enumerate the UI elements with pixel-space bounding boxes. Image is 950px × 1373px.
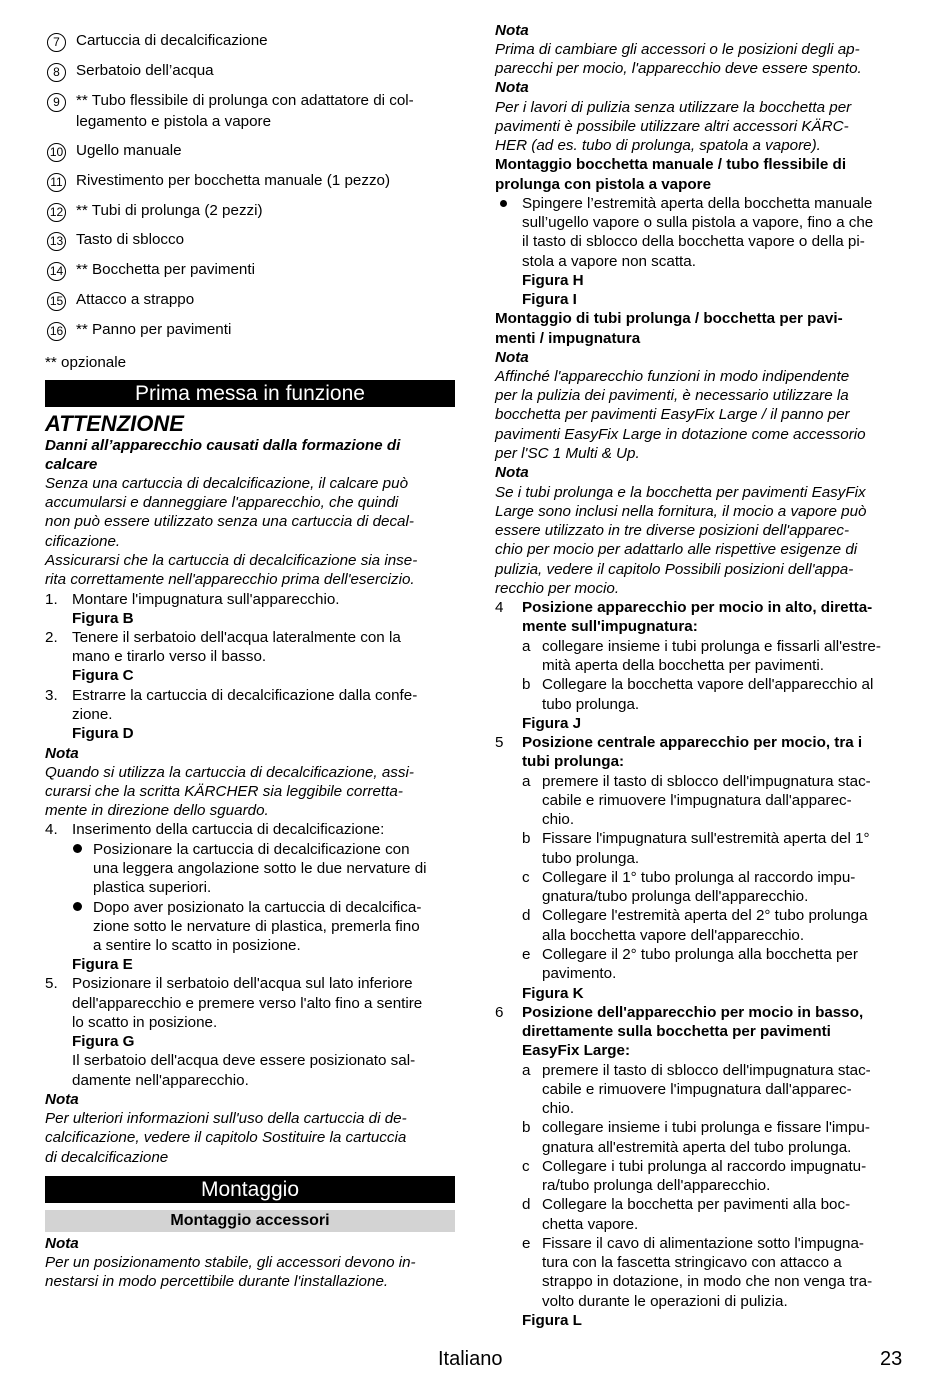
- note-text: parecchi per mocio, l'apparecchio deve essere spento.: [495, 60, 862, 77]
- step-number: 4: [495, 599, 504, 616]
- sub-step-text: gnatura all'estremità aperta del tubo prolunga.: [542, 1139, 852, 1156]
- warning-heading: calcare: [45, 456, 98, 473]
- figure-ref: Figura L: [522, 1312, 582, 1329]
- figure-ref: Figura B: [72, 610, 134, 627]
- bullet-text: stola a vapore non scatta.: [522, 253, 696, 270]
- note-text: Per ulteriori informazioni sull'uso della cartuccia di de-: [45, 1110, 407, 1127]
- sub-step-text: collegare insieme i tubi prolunga e fissare l'impu-: [542, 1119, 870, 1136]
- sub-step-text: tubo prolunga.: [542, 850, 640, 867]
- note-text: chio per mocio per adattarlo alle rispettive esigenze di: [495, 541, 858, 558]
- note-label: Nota: [495, 22, 529, 39]
- sub-step-letter: c: [522, 1158, 530, 1175]
- item-number-badge: 13: [47, 232, 66, 251]
- subsection-heading: Montaggio accessori: [45, 1210, 455, 1232]
- item-number-badge: 7: [47, 33, 66, 52]
- sub-step-text: cabile e rimuovere l'impugnatura dall'apparec-: [542, 1081, 852, 1098]
- sub-step-letter: e: [522, 946, 531, 963]
- note-label: Nota: [45, 745, 79, 762]
- list-item: Attacco a strappo: [76, 291, 195, 308]
- step-text: lo scatto in posizione.: [72, 1014, 218, 1031]
- sub-step-text: volto durante le operazioni di pulizia.: [542, 1293, 788, 1310]
- note-text: bocchetta per pavimenti EasyFix Large / il panno per: [495, 406, 850, 423]
- list-item: Tasto di sblocco: [76, 231, 185, 248]
- subheading: Montaggio bocchetta manuale / tubo flessibile di: [495, 156, 847, 173]
- subheading: prolunga con pistola a vapore: [495, 176, 712, 193]
- list-item: Ugello manuale: [76, 142, 182, 159]
- note-text: pavimenti è possibile utilizzare altri accessori KÄRC-: [495, 118, 849, 135]
- item-number-badge: 10: [47, 143, 66, 162]
- note-text: Per i lavori di pulizia senza utilizzare la bocchetta per: [495, 99, 852, 116]
- item-number-badge: 8: [47, 63, 66, 82]
- note-text: per la pulizia dei pavimenti, è necessario utilizzare la: [495, 387, 849, 404]
- sub-step-text: Collegare il 1° tubo prolunga al raccordo impu-: [542, 869, 856, 886]
- note-text: Large sono inclusi nella fornitura, il mocio a vapore può: [495, 503, 867, 520]
- note-text: di decalcificazione: [45, 1149, 169, 1166]
- sub-step-text: collegare insieme i tubi prolunga e fissarli all'estre-: [542, 638, 881, 655]
- note-label: Nota: [45, 1091, 79, 1108]
- sub-step-letter: e: [522, 1235, 531, 1252]
- sub-step-text: Collegare la bocchetta per pavimenti alla boc-: [542, 1196, 851, 1213]
- bullet-text: zione sotto le nervature di plastica, premerla fino: [93, 918, 420, 935]
- bullet-text: il tasto di sblocco della bocchetta vapore o della pi-: [522, 233, 865, 250]
- sub-step-letter: d: [522, 1196, 531, 1213]
- note-text: Affinché l'apparecchio funzioni in modo indipendente: [495, 368, 850, 385]
- sub-step-text: Fissare il cavo di alimentazione sotto l'impugna-: [542, 1235, 864, 1252]
- sub-step-letter: c: [522, 869, 530, 886]
- list-item: ** Panno per pavimenti: [76, 321, 232, 338]
- step-heading: Posizione apparecchio per mocio in alto, diretta-: [522, 599, 873, 616]
- warning-text: Assicurarsi che la cartuccia di decalcificazione sia inse-: [45, 552, 418, 569]
- sub-step-text: Collegare la bocchetta vapore dell'apparecchio al: [542, 676, 874, 693]
- figure-ref: Figura K: [522, 985, 584, 1002]
- step-number: 1.: [45, 591, 58, 608]
- bullet-icon: [73, 902, 82, 911]
- list-item: Rivestimento per bocchetta manuale (1 pezzo): [76, 172, 391, 189]
- sub-step-text: gnatura/tubo prolunga dell'apparecchio.: [542, 888, 809, 905]
- note-text: pavimenti EasyFix Large in dotazione come accessorio: [495, 426, 866, 443]
- note-label: Nota: [495, 79, 529, 96]
- step-text: damente nell'apparecchio.: [72, 1072, 249, 1089]
- note-text: Per un posizionamento stabile, gli accessori devono in-: [45, 1254, 416, 1271]
- figure-ref: Figura H: [522, 272, 584, 289]
- step-number: 6: [495, 1004, 504, 1021]
- sub-step-letter: a: [522, 1062, 531, 1079]
- item-number-badge: 14: [47, 262, 66, 281]
- note-text: Prima di cambiare gli accessori o le posizioni degli ap-: [495, 41, 860, 58]
- bullet-text: plastica superiori.: [93, 879, 212, 896]
- sub-step-text: mità aperta della bocchetta per pavimenti.: [542, 657, 824, 674]
- note-text: per l'SC 1 Multi & Up.: [495, 445, 640, 462]
- note-text: Se i tubi prolunga e la bocchetta per pavimenti EasyFix: [495, 484, 866, 501]
- figure-ref: Figura I: [522, 291, 577, 308]
- sub-step-text: Collegare il 2° tubo prolunga alla bocchetta per: [542, 946, 858, 963]
- warning-text: non può essere utilizzato senza una cartuccia di decal-: [45, 513, 414, 530]
- sub-step-letter: a: [522, 638, 531, 655]
- sub-step-letter: b: [522, 1119, 531, 1136]
- step-heading: Posizione dell'apparecchio per mocio in basso,: [522, 1004, 864, 1021]
- sub-step-text: chio.: [542, 1100, 575, 1117]
- figure-ref: Figura E: [72, 956, 133, 973]
- bullet-text: Dopo aver posizionato la cartuccia di decalcifica-: [93, 899, 422, 916]
- bullet-icon: [500, 200, 507, 207]
- step-heading: EasyFix Large:: [522, 1042, 631, 1059]
- warning-text: rita correttamente nell'apparecchio prima dell'esercizio.: [45, 571, 415, 588]
- item-number-badge: 9: [47, 93, 66, 112]
- sub-step-text: pavimento.: [542, 965, 617, 982]
- step-text: Posizionare il serbatoio dell'acqua sul lato inferiore: [72, 975, 413, 992]
- bullet-text: Posizionare la cartuccia di decalcificazione con: [93, 841, 410, 858]
- sub-step-text: Collegare l'estremità aperta del 2° tubo prolunga: [542, 907, 868, 924]
- note-text: mente in direzione dello sguardo.: [45, 802, 269, 819]
- note-label: Nota: [495, 349, 529, 366]
- item-number-badge: 11: [47, 173, 66, 192]
- step-text: Tenere il serbatoio dell'acqua lateralmente con la: [72, 629, 401, 646]
- note-text: pulizia, vedere il capitolo Possibili posizioni dell'appa-: [495, 561, 854, 578]
- warning-title: ATTENZIONE: [45, 411, 184, 436]
- section-heading-montaggio: Montaggio: [45, 1176, 455, 1203]
- bullet-text: sull’ugello vapore o sulla pistola a vapore, fino a che: [522, 214, 874, 231]
- step-heading: mente sull'impugnatura:: [522, 618, 698, 635]
- bullet-text: a sentire lo scatto in posizione.: [93, 937, 301, 954]
- sub-step-text: premere il tasto di sblocco dell'impugnatura stac-: [542, 773, 871, 790]
- subheading: menti / impugnatura: [495, 330, 641, 347]
- note-text: recchio per mocio.: [495, 580, 620, 597]
- step-text: Inserimento della cartuccia di decalcificazione:: [72, 821, 385, 838]
- step-text: Estrarre la cartuccia di decalcificazione dalla confe-: [72, 687, 418, 704]
- footer-language: Italiano: [438, 1348, 503, 1370]
- figure-ref: Figura J: [522, 715, 582, 732]
- figure-ref: Figura C: [72, 667, 134, 684]
- list-item: ** Bocchetta per pavimenti: [76, 261, 255, 278]
- bullet-text: Spingere l’estremità aperta della bocchetta manuale: [522, 195, 873, 212]
- step-heading: direttamente sulla bocchetta per pavimenti: [522, 1023, 831, 1040]
- note-text: nestarsi in modo percettibile durante l'installazione.: [45, 1273, 389, 1290]
- sub-step-letter: b: [522, 830, 531, 847]
- step-number: 2.: [45, 629, 58, 646]
- optional-note: ** opzionale: [45, 354, 127, 371]
- page-number: 23: [880, 1348, 903, 1370]
- note-text: Quando si utilizza la cartuccia di decalcificazione, assi-: [45, 764, 414, 781]
- sub-step-letter: a: [522, 773, 531, 790]
- subheading: Montaggio di tubi prolunga / bocchetta per pavi-: [495, 310, 843, 327]
- bullet-icon: [73, 844, 82, 853]
- item-number-badge: 12: [47, 203, 66, 222]
- sub-step-text: strappo in dotazione, in modo che non venga tra-: [542, 1273, 873, 1290]
- sub-step-text: tura con la fascetta stringicavo con attacco a: [542, 1254, 842, 1271]
- sub-step-text: ra/tubo prolunga dell'apparecchio.: [542, 1177, 771, 1194]
- step-number: 4.: [45, 821, 58, 838]
- step-text: Montare l'impugnatura sull'apparecchio.: [72, 591, 340, 608]
- sub-step-text: chetta vapore.: [542, 1216, 639, 1233]
- step-text: zione.: [72, 706, 113, 723]
- sub-step-text: chio.: [542, 811, 575, 828]
- section-heading-prima-messa: Prima messa in funzione: [45, 380, 455, 407]
- sub-step-text: Collegare i tubi prolunga al raccordo impugnatu-: [542, 1158, 867, 1175]
- note-label: Nota: [45, 1235, 79, 1252]
- sub-step-text: Fissare l'impugnatura sull'estremità aperta del 1°: [542, 830, 870, 847]
- step-text: mano e tirarlo verso il basso.: [72, 648, 267, 665]
- warning-text: Senza una cartuccia di decalcificazione, il calcare può: [45, 475, 409, 492]
- sub-step-letter: d: [522, 907, 531, 924]
- sub-step-letter: b: [522, 676, 531, 693]
- note-text: curarsi che la scritta KÄRCHER sia leggibile corretta-: [45, 783, 403, 800]
- warning-text: accumularsi e danneggiare l'apparecchio, che quindi: [45, 494, 399, 511]
- list-item-continuation: legamento e pistola a vapore: [76, 113, 272, 130]
- sub-step-text: tubo prolunga.: [542, 696, 640, 713]
- step-heading: Posizione centrale apparecchio per mocio, tra i: [522, 734, 863, 751]
- item-number-badge: 15: [47, 292, 66, 311]
- step-number: 5.: [45, 975, 58, 992]
- note-text: calcificazione, vedere il capitolo Sostituire la cartuccia: [45, 1129, 407, 1146]
- note-text: HER (ad es. tubo di prolunga, spatola a vapore).: [495, 137, 821, 154]
- step-text: Il serbatoio dell'acqua deve essere posizionato sal-: [72, 1052, 416, 1069]
- bullet-text: una leggera angolazione sotto le due nervature di: [93, 860, 427, 877]
- warning-text: cificazione.: [45, 533, 121, 550]
- sub-step-text: premere il tasto di sblocco dell'impugnatura stac-: [542, 1062, 871, 1079]
- figure-ref: Figura D: [72, 725, 134, 742]
- sub-step-text: alla bocchetta vapore dell'apparecchio.: [542, 927, 805, 944]
- list-item: Cartuccia di decalcificazione: [76, 32, 268, 49]
- figure-ref: Figura G: [72, 1033, 135, 1050]
- note-label: Nota: [495, 464, 529, 481]
- step-heading: tubi prolunga:: [522, 753, 625, 770]
- step-number: 5: [495, 734, 504, 751]
- warning-heading: Danni all’apparecchio causati dalla formazione di: [45, 437, 401, 454]
- step-text: dell'apparecchio e premere verso l'alto fino a sentire: [72, 995, 423, 1012]
- step-number: 3.: [45, 687, 58, 704]
- list-item: ** Tubi di prolunga (2 pezzi): [76, 202, 263, 219]
- list-item: Serbatoio dell’acqua: [76, 62, 214, 79]
- list-item: ** Tubo flessibile di prolunga con adattatore di col-: [76, 92, 414, 109]
- sub-step-text: cabile e rimuovere l'impugnatura dall'apparec-: [542, 792, 852, 809]
- note-text: essere utilizzato in tre diverse posizioni dell'apparec-: [495, 522, 850, 539]
- item-number-badge: 16: [47, 322, 66, 341]
